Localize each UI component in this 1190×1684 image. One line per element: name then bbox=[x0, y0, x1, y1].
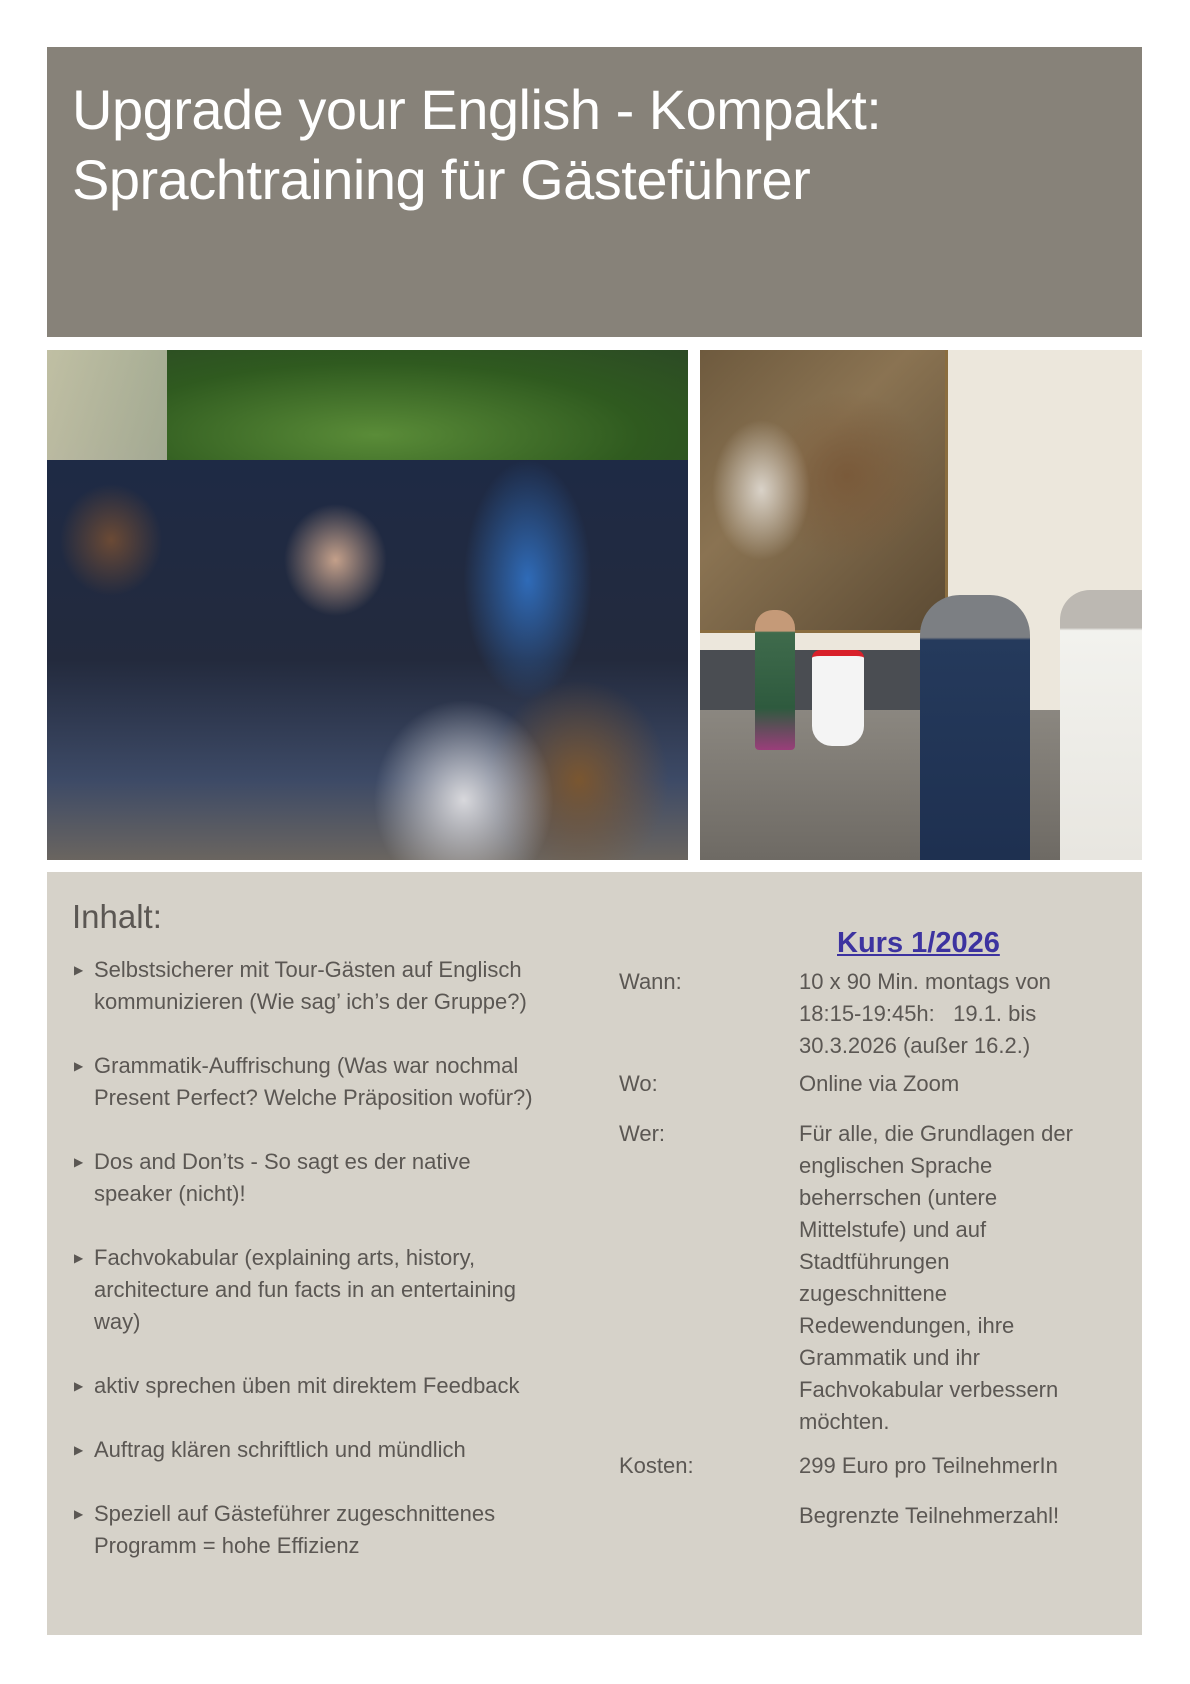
triangle-right-icon: ▶ bbox=[74, 963, 84, 977]
detail-value: Für alle, die Grundlagen der englischen Sprache beherrschen (untere Mittelstufe) und auf Stadtführungen zugeschnittene Redewendungen, ihre Grammatik und ihr Fachvokabular verbessern möchten. bbox=[799, 1121, 1073, 1434]
content-list bbox=[72, 954, 592, 1594]
group-photo-outdoor bbox=[47, 350, 688, 860]
triangle-right-icon: ▶ bbox=[74, 1379, 84, 1393]
course-link[interactable]: Kurs 1/2026 bbox=[837, 927, 1000, 959]
title-line-1: Upgrade your English - Kompakt: bbox=[72, 78, 882, 141]
list-item: ▶ Speziell auf Gästeführer zugeschnittenes Programm = hohe Effizienz bbox=[72, 1498, 592, 1562]
detail-label: Wo: bbox=[619, 1071, 658, 1096]
guide-figure bbox=[755, 610, 795, 750]
title-line-2: Sprachtraining für Gästeführer bbox=[72, 148, 811, 211]
detail-label: Wer: bbox=[619, 1121, 666, 1146]
detail-value: 299 Euro pro TeilnehmerIn bbox=[799, 1453, 1058, 1478]
list-item: ▶ Selbstsicherer mit Tour-Gästen auf Englisch kommunizieren (Wie sag’ ich’s der Gruppe?) bbox=[72, 954, 592, 1018]
tour-group bbox=[47, 460, 688, 860]
triangle-right-icon: ▶ bbox=[74, 1251, 84, 1265]
detail-label: Kosten: bbox=[619, 1453, 694, 1478]
triangle-right-icon: ▶ bbox=[74, 1155, 84, 1169]
historical-painting bbox=[700, 350, 948, 633]
visitor-figure bbox=[920, 595, 1030, 860]
list-item: ▶ Auftrag klären schriftlich und mündlich bbox=[72, 1434, 592, 1466]
info-panel bbox=[47, 872, 1142, 1635]
list-item: ▶ Fachvokabular (explaining arts, history, architecture and fun facts in an entertaining way) bbox=[72, 1242, 592, 1338]
list-item: ▶ Grammatik-Auffrischung (Was war nochmal Present Perfect? Welche Präposition wofür?) bbox=[72, 1050, 592, 1114]
triangle-right-icon: ▶ bbox=[74, 1507, 84, 1521]
list-item: ▶ Dos and Don’ts - So sagt es der native speaker (nicht)! bbox=[72, 1146, 592, 1210]
content-heading: Inhalt: bbox=[72, 898, 162, 935]
limited-participants-note: Begrenzte Teilnehmerzahl! bbox=[799, 1503, 1060, 1528]
bistro-table bbox=[812, 650, 864, 746]
detail-value: Online via Zoom bbox=[799, 1071, 960, 1096]
triangle-right-icon: ▶ bbox=[74, 1443, 84, 1457]
detail-label: Wann: bbox=[619, 969, 682, 994]
visitor-figure-2 bbox=[1060, 590, 1142, 860]
list-item: ▶ aktiv sprechen üben mit direktem Feedback bbox=[72, 1370, 592, 1402]
triangle-right-icon: ▶ bbox=[74, 1059, 84, 1073]
title-banner bbox=[47, 47, 1142, 337]
group-photo-hall bbox=[700, 350, 1142, 860]
detail-value: 10 x 90 Min. montags von 18:15-19:45h: 19.1. bis 30.3.2026 (außer 16.2.) bbox=[799, 969, 1051, 1058]
